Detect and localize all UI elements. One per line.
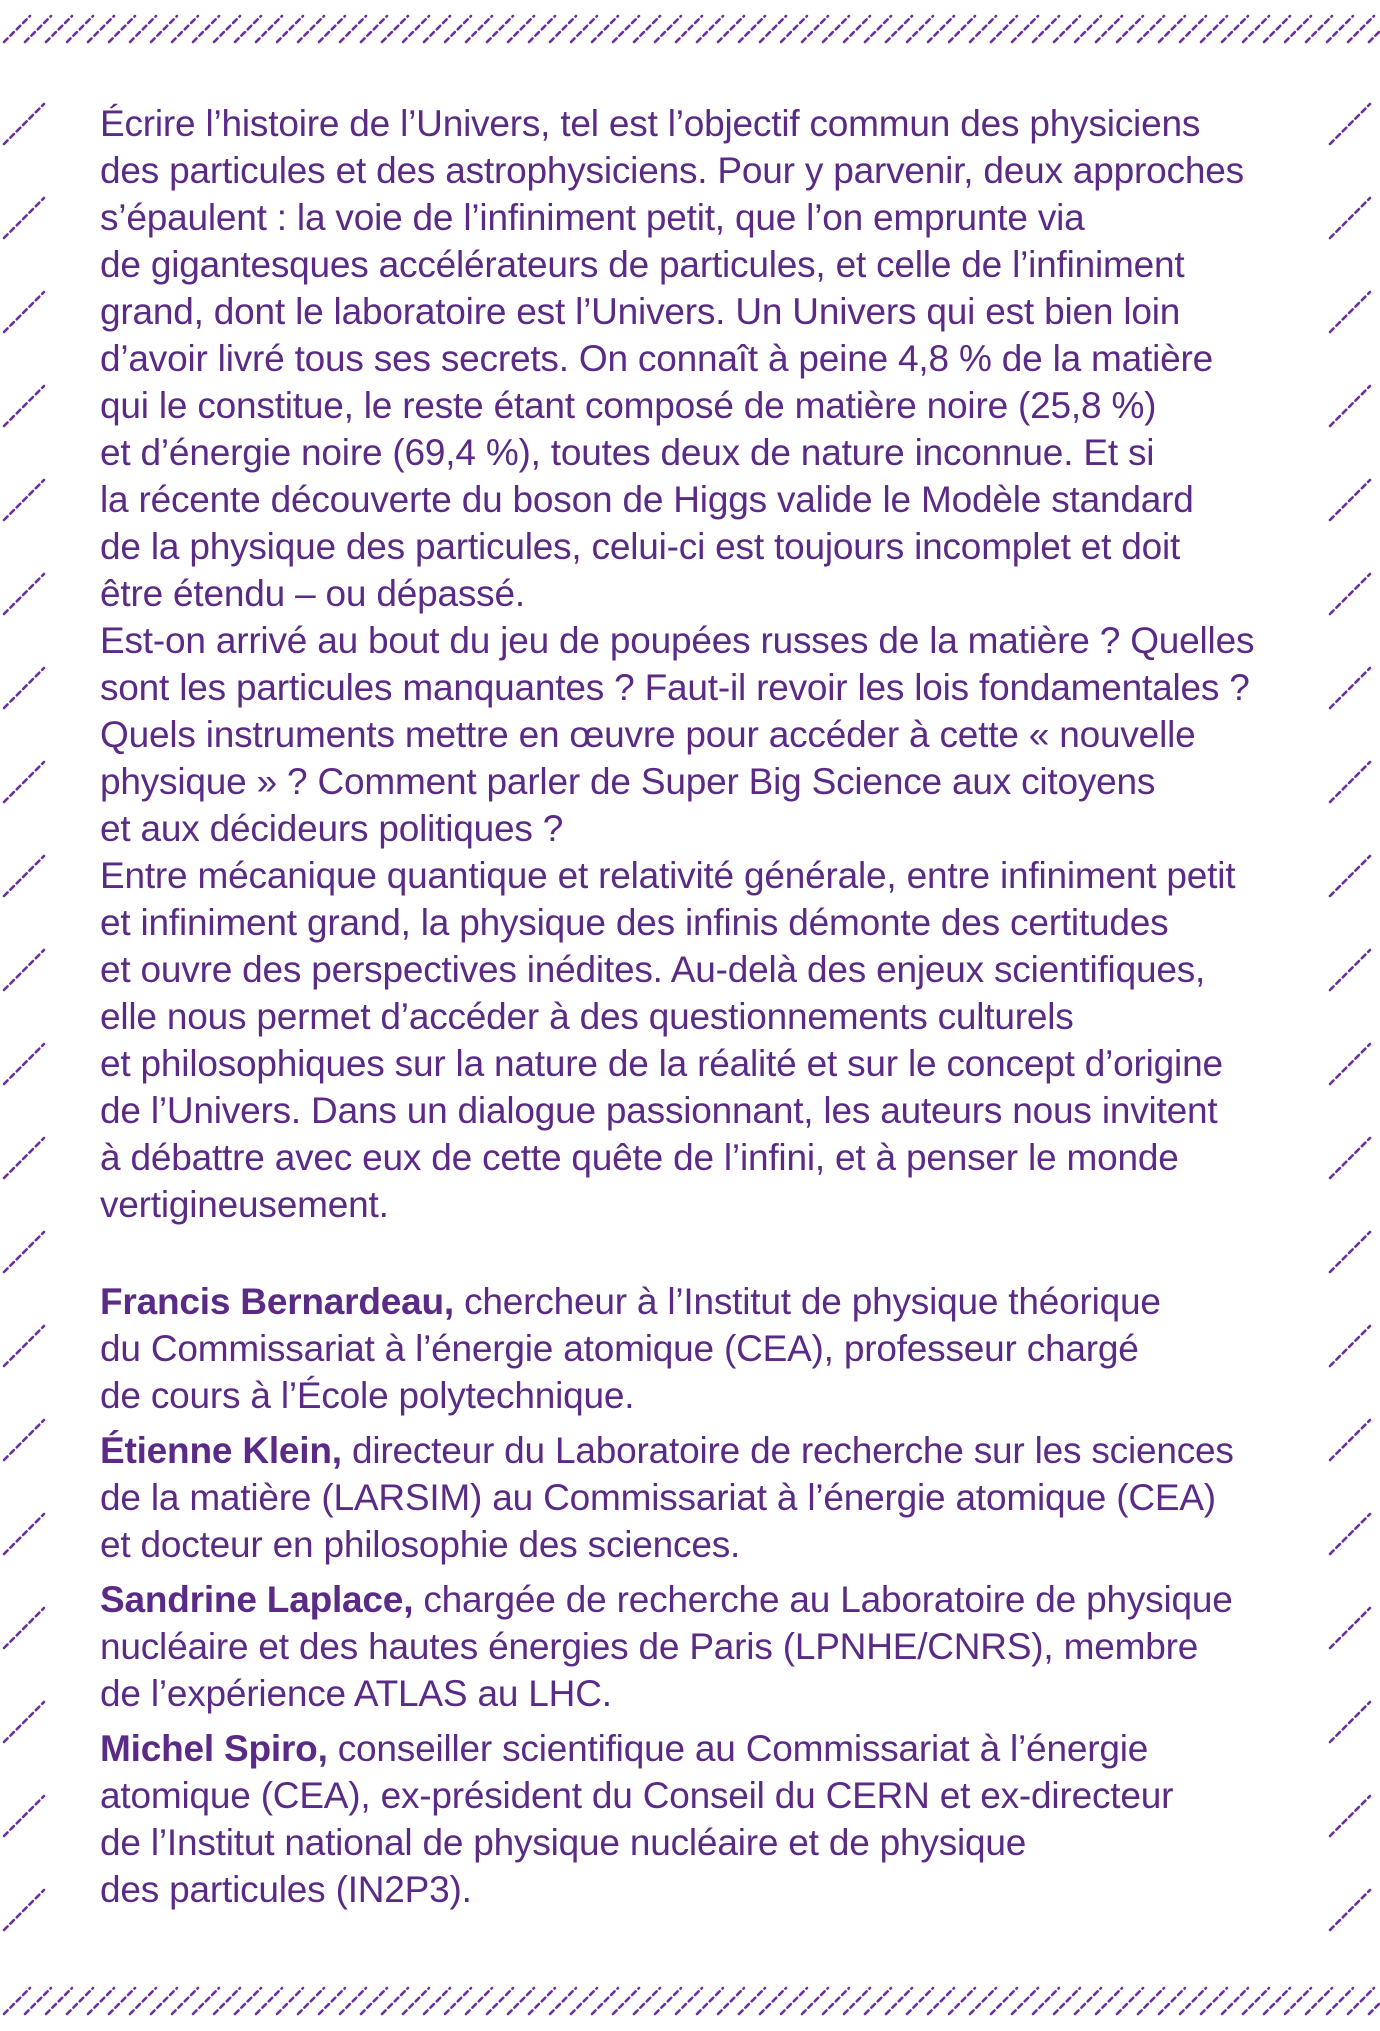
border-dash — [235, 1988, 261, 2014]
border-dash — [739, 1988, 765, 2014]
border-dash — [781, 16, 807, 42]
border-dash — [1330, 762, 1370, 802]
border-dash — [445, 1988, 471, 2014]
text-line: et philosophiques sur la nature de la réalité et sur le concept d’origine — [100, 1043, 1223, 1084]
text-line: atomique (CEA), ex-président du Conseil du CERN et ex-directeur — [100, 1775, 1174, 1816]
border-dash — [634, 16, 660, 42]
border-dash — [4, 950, 44, 990]
text-line: des particules et des astrophysiciens. Pour y parvenir, deux approches — [100, 150, 1244, 191]
border-dash — [991, 16, 1017, 42]
border-dash — [487, 16, 513, 42]
border-dash — [1054, 1988, 1080, 2014]
border-dash — [172, 1988, 198, 2014]
border-dash — [1330, 1796, 1370, 1836]
text-line: Quels instruments mettre en œuvre pour accéder à cette « nouvelle — [100, 714, 1196, 755]
border-dash — [277, 16, 303, 42]
border-dash — [214, 1988, 240, 2014]
border-dash — [1033, 16, 1059, 42]
border-dash — [424, 16, 450, 42]
text-line: de l’Institut national de physique nucléaire et de physique — [100, 1822, 1027, 1863]
border-dash — [109, 1988, 135, 2014]
text-line: vertigineusement. — [100, 1184, 389, 1225]
border-dash — [907, 16, 933, 42]
border-dash — [298, 16, 324, 42]
border-dash — [4, 762, 44, 802]
border-dash — [1330, 480, 1370, 520]
text-line: Écrire l’histoire de l’Univers, tel est l’objectif commun des physiciens — [100, 103, 1201, 144]
border-dash — [1201, 16, 1227, 42]
border-dash — [4, 856, 44, 896]
border-dash — [1327, 1988, 1353, 2014]
border-dash — [67, 1988, 93, 2014]
border-dash — [676, 1988, 702, 2014]
border-dash — [319, 1988, 345, 2014]
border-dash — [571, 1988, 597, 2014]
border-dash — [466, 1988, 492, 2014]
border-dash — [1138, 1988, 1164, 2014]
border-dash — [1348, 1988, 1374, 2014]
border-dash — [361, 1988, 387, 2014]
border-dash — [256, 16, 282, 42]
border-dash — [487, 1988, 513, 2014]
border-dash — [445, 16, 471, 42]
border-dash — [823, 16, 849, 42]
border-dash — [1330, 1608, 1370, 1648]
author-name: Sandrine Laplace, — [100, 1579, 414, 1620]
text-line: de la physique des particules, celui-ci est toujours incomplet et doit — [100, 526, 1181, 567]
text-line: de l’expérience ATLAS au LHC. — [100, 1673, 612, 1714]
text-line: de l’Univers. Dans un dialogue passionnant, les auteurs nous invitent — [100, 1090, 1218, 1131]
border-dash — [1330, 1138, 1370, 1178]
border-dash — [67, 16, 93, 42]
border-dash — [424, 1988, 450, 2014]
author-name: Étienne Klein, — [100, 1430, 342, 1471]
text-line: de cours à l’École polytechnique. — [100, 1375, 635, 1416]
border-dash — [697, 1988, 723, 2014]
text-line: d’avoir livré tous ses secrets. On connaît à peine 4,8 % de la matière — [100, 338, 1214, 379]
border-dash — [1330, 1890, 1370, 1930]
border-dash — [382, 1988, 408, 2014]
border-dash — [1012, 1988, 1038, 2014]
border-dash — [823, 1988, 849, 2014]
border-dash — [592, 16, 618, 42]
border-dash — [1327, 16, 1353, 42]
border-dash — [886, 1988, 912, 2014]
border-dash — [403, 16, 429, 42]
border-dash — [991, 1988, 1017, 2014]
border-dash — [4, 1702, 44, 1742]
border-dash — [613, 16, 639, 42]
author-bio-bernardeau — [100, 1278, 1290, 1419]
border-dash — [1096, 16, 1122, 42]
text-line: et infiniment grand, la physique des infinis démonte des certitudes — [100, 902, 1169, 943]
border-dash — [4, 104, 44, 144]
author-description: conseiller scientifique au Commissariat à l’énergie — [327, 1728, 1149, 1769]
border-dash — [4, 480, 44, 520]
border-dash — [739, 16, 765, 42]
border-dash — [4, 1608, 44, 1648]
border-dash — [760, 16, 786, 42]
border-dash — [4, 1138, 44, 1178]
border-dash — [193, 1988, 219, 2014]
author-bio-klein — [100, 1427, 1290, 1568]
border-dash — [1330, 668, 1370, 708]
border-dash — [1201, 1988, 1227, 2014]
border-dash — [4, 386, 44, 426]
text-line — [100, 1576, 1290, 1623]
border-dash — [676, 16, 702, 42]
border-dash — [172, 16, 198, 42]
border-dash — [1222, 1988, 1248, 2014]
border-dash — [1330, 574, 1370, 614]
border-dash — [277, 1988, 303, 2014]
text-line: et aux décideurs politiques ? — [100, 808, 564, 849]
border-dash — [340, 16, 366, 42]
text-line: Est-on arrivé au bout du jeu de poupées russes de la matière ? Quelles — [100, 620, 1255, 661]
border-dash — [802, 16, 828, 42]
border-dash — [130, 1988, 156, 2014]
border-dash — [1159, 16, 1185, 42]
author-description: chargée de recherche au Laboratoire de physique — [413, 1579, 1233, 1620]
border-dash — [1222, 16, 1248, 42]
border-dash — [949, 1988, 975, 2014]
author-bio-spiro — [100, 1725, 1290, 1913]
border-dash — [4, 668, 44, 708]
border-dash — [4, 1796, 44, 1836]
author-description: directeur du Laboratoire de recherche sur les sciences — [341, 1430, 1234, 1471]
border-dash — [928, 16, 954, 42]
border-dash — [970, 16, 996, 42]
border-dash — [907, 1988, 933, 2014]
border-dash — [1159, 1988, 1185, 2014]
text-line: sont les particules manquantes ? Faut-il revoir les lois fondamentales ? — [100, 667, 1250, 708]
border-dash — [844, 16, 870, 42]
border-dash — [1180, 1988, 1206, 2014]
border-dash — [4, 1988, 30, 2014]
text-line: qui le constitue, le reste étant composé de matière noire (25,8 %) — [100, 385, 1157, 426]
border-dash — [529, 16, 555, 42]
border-dash — [613, 1988, 639, 2014]
border-dash — [802, 1988, 828, 2014]
border-dash — [1033, 1988, 1059, 2014]
border-dash — [1138, 16, 1164, 42]
border-dash — [4, 574, 44, 614]
border-dash — [928, 1988, 954, 2014]
author-description: chercheur à l’Institut de physique théorique — [454, 1281, 1161, 1322]
text-line: être étendu – ou dépassé. — [100, 573, 525, 614]
text-line: grand, dont le laboratoire est l’Univers. Un Univers qui est bien loin — [100, 291, 1181, 332]
border-dash — [151, 1988, 177, 2014]
border-dash — [4, 1044, 44, 1084]
text-line — [100, 1278, 1290, 1325]
intro-paragraph-3 — [100, 852, 1290, 1228]
border-dash — [4, 1326, 44, 1366]
section-spacer — [100, 1228, 1290, 1278]
border-dash — [781, 1988, 807, 2014]
border-dash — [1075, 1988, 1101, 2014]
border-dash — [235, 16, 261, 42]
border-dash — [550, 16, 576, 42]
border-dash — [214, 16, 240, 42]
border-dash — [865, 16, 891, 42]
border-dash — [1330, 1044, 1370, 1084]
text-line: des particules (IN2P3). — [100, 1869, 472, 1910]
text-line: s’épaulent : la voie de l’infiniment petit, que l’on emprunte via — [100, 197, 1085, 238]
border-dash — [466, 16, 492, 42]
border-dash — [1330, 292, 1370, 332]
border-dash — [1117, 16, 1143, 42]
border-dash — [1264, 1988, 1290, 2014]
border-dash — [1180, 16, 1206, 42]
text-line: la récente découverte du boson de Higgs valide le Modèle standard — [100, 479, 1194, 520]
border-dash — [109, 16, 135, 42]
border-dash — [970, 1988, 996, 2014]
border-dash — [4, 1514, 44, 1554]
text-line: physique » ? Comment parler de Super Big Science aux citoyens — [100, 761, 1156, 802]
border-dash — [634, 1988, 660, 2014]
border-dash — [1075, 16, 1101, 42]
border-dash — [256, 1988, 282, 2014]
border-dash — [1330, 198, 1370, 238]
border-dash — [25, 1988, 51, 2014]
border-dash — [130, 16, 156, 42]
border-dash — [760, 1988, 786, 2014]
border-dash — [655, 16, 681, 42]
text-line: nucléaire et des hautes énergies de Paris (LPNHE/CNRS), membre — [100, 1626, 1199, 1667]
text-line: et docteur en philosophie des sciences. — [100, 1524, 741, 1565]
border-dash — [1330, 386, 1370, 426]
border-dash — [1306, 16, 1332, 42]
border-dash — [1285, 16, 1311, 42]
border-dash — [949, 16, 975, 42]
text-line: du Commissariat à l’énergie atomique (CEA), professeur chargé — [100, 1328, 1139, 1369]
border-dash — [1330, 856, 1370, 896]
border-dash — [1330, 950, 1370, 990]
border-dash — [403, 1988, 429, 2014]
border-dash — [193, 16, 219, 42]
border-dash — [571, 16, 597, 42]
border-dash — [46, 16, 72, 42]
border-dash — [1096, 1988, 1122, 2014]
border-dash — [865, 1988, 891, 2014]
border-dash — [1330, 104, 1370, 144]
border-dash — [1330, 1232, 1370, 1272]
text-line: et ouvre des perspectives inédites. Au-delà des enjeux scientifiques, — [100, 949, 1206, 990]
border-dash — [319, 16, 345, 42]
intro-paragraph-2 — [100, 617, 1290, 852]
border-dash — [4, 1890, 44, 1930]
border-dash — [592, 1988, 618, 2014]
border-dash — [886, 16, 912, 42]
border-dash — [25, 16, 51, 42]
border-dash — [529, 1988, 555, 2014]
text-line: elle nous permet d’accéder à des questionnements culturels — [100, 996, 1074, 1037]
border-dash — [4, 1232, 44, 1272]
border-dash — [298, 1988, 324, 2014]
border-dash — [1330, 1326, 1370, 1366]
border-dash — [1117, 1988, 1143, 2014]
border-dash — [1054, 16, 1080, 42]
border-dash — [508, 1988, 534, 2014]
border-dash — [1348, 16, 1374, 42]
border-dash — [4, 16, 30, 42]
author-name: Michel Spiro, — [100, 1728, 328, 1769]
border-dash — [1243, 16, 1269, 42]
border-dash — [1330, 1420, 1370, 1460]
border-dash — [46, 1988, 72, 2014]
border-dash — [4, 292, 44, 332]
border-dash — [340, 1988, 366, 2014]
border-dash — [718, 1988, 744, 2014]
border-dash — [718, 16, 744, 42]
intro-paragraph-1 — [100, 100, 1290, 617]
border-dash — [550, 1988, 576, 2014]
border-dash — [508, 16, 534, 42]
border-dash — [88, 1988, 114, 2014]
text-line — [100, 1427, 1290, 1474]
border-dash — [361, 16, 387, 42]
author-name: Francis Bernardeau, — [100, 1281, 455, 1322]
border-dash — [655, 1988, 681, 2014]
border-dash — [1264, 16, 1290, 42]
border-dash — [382, 16, 408, 42]
text-line: de la matière (LARSIM) au Commissariat à l’énergie atomique (CEA) — [100, 1477, 1216, 1518]
border-dash — [1306, 1988, 1332, 2014]
border-dash — [844, 1988, 870, 2014]
text-line: et d’énergie noire (69,4 %), toutes deux de nature inconnue. Et si — [100, 432, 1155, 473]
border-dash — [697, 16, 723, 42]
border-dash — [151, 16, 177, 42]
border-dash — [4, 198, 44, 238]
border-dash — [1285, 1988, 1311, 2014]
author-bio-laplace — [100, 1576, 1290, 1717]
text-line: à débattre avec eux de cette quête de l’infini, et à penser le monde — [100, 1137, 1179, 1178]
border-dash — [4, 1420, 44, 1460]
border-dash — [88, 16, 114, 42]
back-cover-text — [100, 100, 1290, 1921]
border-dash — [1330, 1514, 1370, 1554]
text-line: de gigantesques accélérateurs de particules, et celle de l’infiniment — [100, 244, 1185, 285]
text-line: Entre mécanique quantique et relativité générale, entre infiniment petit — [100, 855, 1236, 896]
border-dash — [1012, 16, 1038, 42]
border-dash — [1330, 1702, 1370, 1742]
text-line — [100, 1725, 1290, 1772]
border-dash — [1243, 1988, 1269, 2014]
